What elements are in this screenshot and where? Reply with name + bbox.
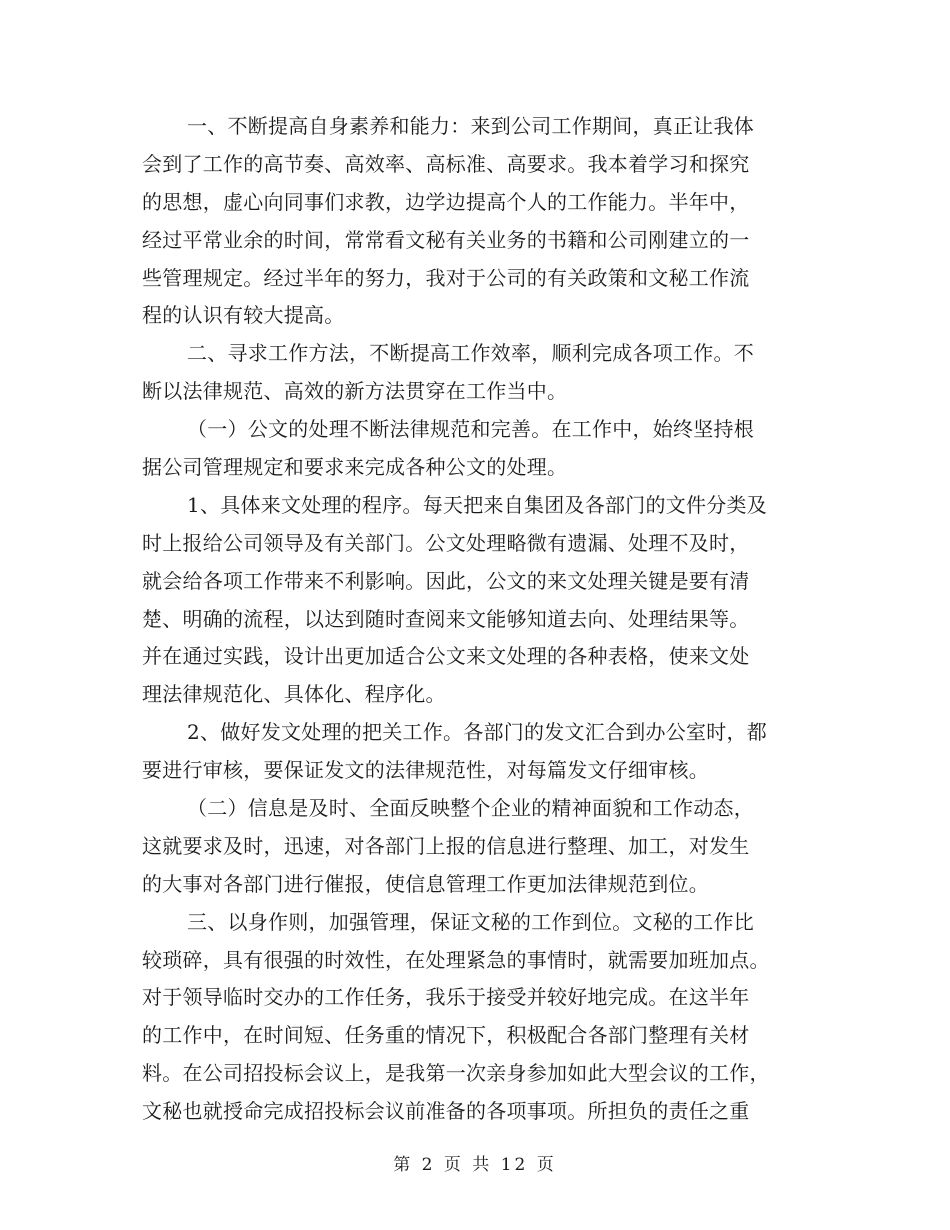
page-footer: 第 2 页 共 12 页 [393, 1155, 557, 1175]
paragraph-line: 程的认识有较大提高。 [142, 303, 345, 328]
paragraph-line: 的工作中，在时间短、任务重的情况下，积极配合各部门整理有关材 [142, 1023, 750, 1048]
document-body [142, 108, 810, 1131]
paragraph-line: 经过平常业余的时间，常常看文秘有关业务的书籍和公司刚建立的一 [142, 227, 750, 252]
paragraph-line: 二、寻求工作方法，不断提高工作效率，顺利完成各项工作。不 [187, 341, 754, 366]
paragraph-line: 这就要求及时，迅速，对各部门上报的信息进行整理、加工，对发生 [142, 833, 750, 858]
paragraph-line: 时上报给公司领导及有关部门。公文处理略微有遗漏、处理不及时， [142, 530, 750, 555]
paragraph-line: 的思想，虚心向同事们求教，边学边提高个人的工作能力。半年中， [142, 189, 750, 214]
paragraph-line: 并在通过实践，设计出更加适合公文来文处理的各种表格，使来文处 [142, 644, 750, 669]
paragraph-line: 理法律规范化、具体化、程序化。 [142, 682, 446, 707]
paragraph-line: 对于领导临时交办的工作任务，我乐于接受并较好地完成。在这半年 [142, 985, 750, 1010]
paragraph-line: 楚、明确的流程，以达到随时查阅来文能够知道去向、处理结果等。 [142, 606, 750, 631]
paragraph-line: 据公司管理规定和要求来完成各种公文的处理。 [142, 455, 568, 480]
paragraph-line: 就会给各项工作带来不利影响。因此，公文的来文处理关键是要有清 [142, 568, 750, 593]
paragraph-line: 1、具体来文处理的程序。每天把来自集团及各部门的文件分类及 [187, 492, 767, 517]
paragraph-line: 要进行审核，要保证发文的法律规范性，对每篇发文仔细审核。 [142, 758, 709, 783]
paragraph-line: 三、以身作则，加强管理，保证文秘的工作到位。文秘的工作比 [187, 909, 754, 934]
paragraph-line: 会到了工作的高节奏、高效率、高标准、高要求。我本着学习和探究 [142, 151, 750, 176]
paragraph-line: 断以法律规范、高效的新方法贯穿在工作当中。 [142, 379, 568, 404]
paragraph-line: 一、不断提高自身素养和能力：来到公司工作期间，真正让我体 [187, 114, 754, 138]
paragraph-line: 文秘也就授命完成招投标会议前准备的各项事项。所担负的责任之重 [142, 1099, 750, 1124]
paragraph-line: （二）信息是及时、全面反映整个企业的精神面貌和工作动态， [187, 796, 754, 821]
paragraph-line: （一）公文的处理不断法律规范和完善。在工作中，始终坚持根 [187, 417, 754, 442]
paragraph-line: 较琐碎，具有很强的时效性，在处理紧急的事情时，就需要加班加点。 [142, 947, 770, 972]
paragraph-line: 的大事对各部门进行催报，使信息管理工作更加法律规范到位。 [142, 871, 709, 896]
paragraph-line: 2、做好发文处理的把关工作。各部门的发文汇合到办公室时，都 [187, 720, 767, 745]
paragraph-line: 些管理规定。经过半年的努力，我对于公司的有关政策和文秘工作流 [142, 265, 750, 290]
paragraph-line: 料。在公司招投标会议上，是我第一次亲身参加如此大型会议的工作， [142, 1061, 770, 1086]
